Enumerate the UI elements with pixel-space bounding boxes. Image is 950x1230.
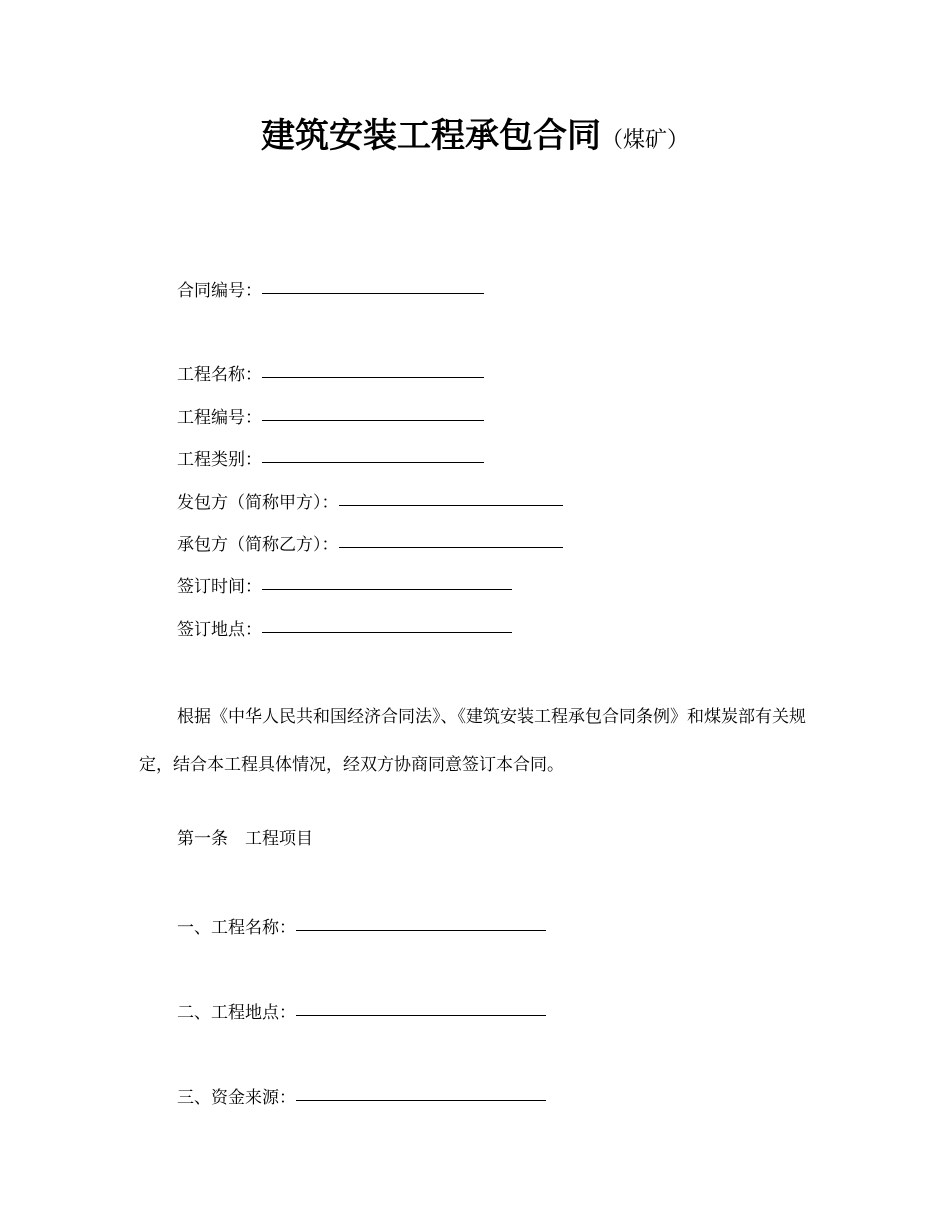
party-b-blank[interactable] bbox=[339, 525, 563, 548]
preamble-paragraph: 根据《中华人民共和国经济合同法》、《建筑安装工程承包合同条例》和煤炭部有关规定，结合本工程具体情况，经双方协商同意签订本合同。 bbox=[139, 707, 806, 775]
project-number-row bbox=[177, 400, 484, 430]
contract-number-blank[interactable] bbox=[262, 271, 484, 294]
project-number-label: 工程编号： bbox=[177, 408, 262, 428]
contract-number-row bbox=[177, 273, 484, 303]
sign-place-label: 签订地点： bbox=[177, 620, 262, 640]
project-name-row bbox=[177, 357, 484, 387]
party-a-row bbox=[177, 485, 563, 515]
project-number-blank[interactable] bbox=[262, 398, 484, 421]
article-1-item-label: 三、资金来源： bbox=[177, 1088, 296, 1108]
party-b-row bbox=[177, 527, 563, 557]
project-name-label: 工程名称： bbox=[177, 365, 262, 385]
article-1-item-blank[interactable] bbox=[296, 908, 546, 931]
sign-time-blank[interactable] bbox=[262, 567, 512, 590]
project-type-label: 工程类别： bbox=[177, 450, 262, 470]
project-type-row bbox=[177, 442, 484, 472]
article-1-item-label: 二、工程地点： bbox=[177, 1003, 296, 1023]
article-1-item bbox=[177, 995, 546, 1025]
article-1-item-blank[interactable] bbox=[296, 993, 546, 1016]
party-a-blank[interactable] bbox=[339, 483, 563, 506]
sign-place-row bbox=[177, 612, 512, 642]
article-1-item-blank[interactable] bbox=[296, 1078, 546, 1101]
sign-time-label: 签订时间： bbox=[177, 577, 262, 597]
project-type-blank[interactable] bbox=[262, 440, 484, 463]
title-main: 建筑安装工程承包合同 bbox=[260, 116, 601, 156]
sign-place-blank[interactable] bbox=[262, 610, 512, 633]
sign-time-row bbox=[177, 569, 512, 599]
article-1-item-label: 一、工程名称： bbox=[177, 918, 296, 938]
article-1-heading: 第一条 工程项目 bbox=[177, 829, 313, 849]
article-1-item bbox=[177, 1080, 546, 1110]
party-b-label: 承包方（简称乙方）： bbox=[177, 535, 339, 555]
party-a-label: 发包方（简称甲方）： bbox=[177, 493, 339, 513]
document-title bbox=[0, 112, 950, 166]
title-subtitle: （煤矿） bbox=[600, 128, 689, 153]
project-name-blank[interactable] bbox=[262, 355, 484, 378]
contract-number-label: 合同编号： bbox=[177, 281, 262, 301]
article-1-item bbox=[177, 910, 546, 940]
